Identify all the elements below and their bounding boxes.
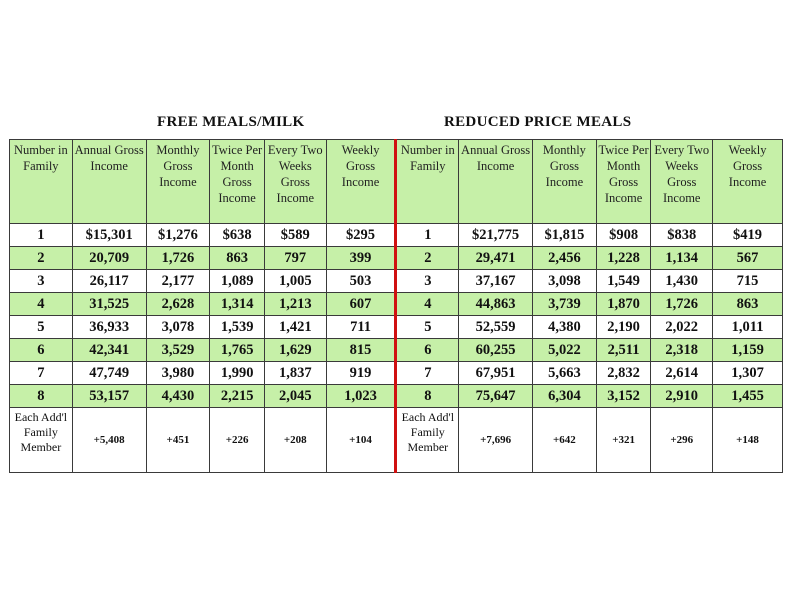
- reduced-income-cell: 5,022: [533, 339, 597, 362]
- free-income-cell: 1,421: [264, 316, 326, 339]
- reduced-additional-cell: +7,696: [459, 408, 533, 473]
- free-income-cell: 399: [326, 247, 396, 270]
- reduced-income-cell: 44,863: [459, 293, 533, 316]
- header-cell-free: Number in Family: [10, 140, 73, 224]
- free-income-cell: $1,276: [146, 224, 210, 247]
- free-additional-cell: +451: [146, 408, 210, 473]
- reduced-income-cell: $838: [651, 224, 713, 247]
- reduced-additional-cell: +296: [651, 408, 713, 473]
- free-income-cell: 1,023: [326, 385, 396, 408]
- reduced-income-cell: 1,134: [651, 247, 713, 270]
- free-income-cell: 1,005: [264, 270, 326, 293]
- reduced-income-cell: 1,726: [651, 293, 713, 316]
- header-cell-free: Monthly Gross Income: [146, 140, 210, 224]
- reduced-income-cell: 75,647: [459, 385, 533, 408]
- reduced-income-cell: $419: [713, 224, 783, 247]
- free-income-cell: 1,089: [210, 270, 265, 293]
- family-size-cell: 6: [10, 339, 73, 362]
- income-eligibility-table: [9, 139, 783, 473]
- additional-member-row: [10, 408, 783, 473]
- free-income-cell: 3,078: [146, 316, 210, 339]
- reduced-income-cell: 2,318: [651, 339, 713, 362]
- reduced-income-cell: 29,471: [459, 247, 533, 270]
- family-size-cell: 8: [10, 385, 73, 408]
- reduced-income-cell: 67,951: [459, 362, 533, 385]
- table-row: [10, 270, 783, 293]
- free-income-cell: 919: [326, 362, 396, 385]
- free-income-cell: 26,117: [72, 270, 146, 293]
- free-income-cell: 1,539: [210, 316, 265, 339]
- additional-member-label: Each Add'l Family Member: [396, 408, 459, 473]
- header-cell-free: Every Two Weeks Gross Income: [264, 140, 326, 224]
- reduced-price-meals-title: REDUCED PRICE MEALS: [444, 114, 632, 130]
- family-size-cell: 1: [10, 224, 73, 247]
- reduced-income-cell: 5,663: [533, 362, 597, 385]
- header-cell-free: Twice Per Month Gross Income: [210, 140, 265, 224]
- additional-member-label: Each Add'l Family Member: [10, 408, 73, 473]
- reduced-additional-cell: +321: [596, 408, 651, 473]
- free-income-cell: 797: [264, 247, 326, 270]
- free-income-cell: 1,990: [210, 362, 265, 385]
- reduced-income-cell: 60,255: [459, 339, 533, 362]
- family-size-cell: 7: [396, 362, 459, 385]
- table-header-row: [10, 140, 783, 224]
- header-cell-reduced: Annual Gross Income: [459, 140, 533, 224]
- table-row: [10, 316, 783, 339]
- free-income-cell: 2,177: [146, 270, 210, 293]
- reduced-income-cell: 2,511: [596, 339, 651, 362]
- header-cell-reduced: Every Two Weeks Gross Income: [651, 140, 713, 224]
- reduced-income-cell: 1,011: [713, 316, 783, 339]
- reduced-income-cell: $1,815: [533, 224, 597, 247]
- reduced-income-cell: 1,455: [713, 385, 783, 408]
- reduced-income-cell: $21,775: [459, 224, 533, 247]
- reduced-income-cell: 1,430: [651, 270, 713, 293]
- table-row: [10, 293, 783, 316]
- reduced-income-cell: 567: [713, 247, 783, 270]
- free-income-cell: 815: [326, 339, 396, 362]
- free-income-cell: 53,157: [72, 385, 146, 408]
- free-income-cell: 3,529: [146, 339, 210, 362]
- header-cell-reduced: Number in Family: [396, 140, 459, 224]
- free-income-cell: 2,215: [210, 385, 265, 408]
- free-income-cell: 1,726: [146, 247, 210, 270]
- free-income-cell: $15,301: [72, 224, 146, 247]
- reduced-income-cell: 2,910: [651, 385, 713, 408]
- reduced-income-cell: 1,228: [596, 247, 651, 270]
- reduced-income-cell: 2,022: [651, 316, 713, 339]
- family-size-cell: 2: [396, 247, 459, 270]
- reduced-income-cell: 52,559: [459, 316, 533, 339]
- reduced-income-cell: 2,190: [596, 316, 651, 339]
- free-income-cell: 1,765: [210, 339, 265, 362]
- free-income-cell: 711: [326, 316, 396, 339]
- reduced-income-cell: 1,549: [596, 270, 651, 293]
- table-row: [10, 247, 783, 270]
- family-size-cell: 3: [10, 270, 73, 293]
- reduced-income-cell: 1,870: [596, 293, 651, 316]
- reduced-income-cell: 37,167: [459, 270, 533, 293]
- free-income-cell: $638: [210, 224, 265, 247]
- free-income-cell: 2,045: [264, 385, 326, 408]
- header-cell-reduced: Twice Per Month Gross Income: [596, 140, 651, 224]
- reduced-income-cell: 715: [713, 270, 783, 293]
- family-size-cell: 1: [396, 224, 459, 247]
- reduced-income-cell: 2,456: [533, 247, 597, 270]
- reduced-income-cell: 3,098: [533, 270, 597, 293]
- free-income-cell: 863: [210, 247, 265, 270]
- reduced-income-cell: 3,152: [596, 385, 651, 408]
- family-size-cell: 4: [396, 293, 459, 316]
- family-size-cell: 6: [396, 339, 459, 362]
- family-size-cell: 7: [10, 362, 73, 385]
- free-additional-cell: +104: [326, 408, 396, 473]
- free-additional-cell: +208: [264, 408, 326, 473]
- free-income-cell: 31,525: [72, 293, 146, 316]
- reduced-income-cell: 2,614: [651, 362, 713, 385]
- free-meals-title: FREE MEALS/MILK: [157, 114, 305, 130]
- table-row: [10, 362, 783, 385]
- header-cell-reduced: Weekly Gross Income: [713, 140, 783, 224]
- reduced-income-cell: 6,304: [533, 385, 597, 408]
- reduced-income-cell: 2,832: [596, 362, 651, 385]
- free-income-cell: 1,213: [264, 293, 326, 316]
- family-size-cell: 2: [10, 247, 73, 270]
- free-income-cell: 4,430: [146, 385, 210, 408]
- free-additional-cell: +226: [210, 408, 265, 473]
- header-cell-free: Weekly Gross Income: [326, 140, 396, 224]
- free-income-cell: 47,749: [72, 362, 146, 385]
- reduced-income-cell: 1,159: [713, 339, 783, 362]
- family-size-cell: 5: [396, 316, 459, 339]
- free-income-cell: 3,980: [146, 362, 210, 385]
- free-income-cell: 607: [326, 293, 396, 316]
- free-additional-cell: +5,408: [72, 408, 146, 473]
- free-income-cell: $589: [264, 224, 326, 247]
- header-cell-free: Annual Gross Income: [72, 140, 146, 224]
- table-row: [10, 385, 783, 408]
- table-row: [10, 224, 783, 247]
- reduced-income-cell: 3,739: [533, 293, 597, 316]
- free-income-cell: 1,837: [264, 362, 326, 385]
- free-income-cell: 503: [326, 270, 396, 293]
- reduced-income-cell: 863: [713, 293, 783, 316]
- reduced-additional-cell: +642: [533, 408, 597, 473]
- reduced-income-cell: $908: [596, 224, 651, 247]
- header-cell-reduced: Monthly Gross Income: [533, 140, 597, 224]
- free-income-cell: 1,629: [264, 339, 326, 362]
- family-size-cell: 5: [10, 316, 73, 339]
- free-income-cell: 2,628: [146, 293, 210, 316]
- free-income-cell: 20,709: [72, 247, 146, 270]
- family-size-cell: 8: [396, 385, 459, 408]
- reduced-income-cell: 4,380: [533, 316, 597, 339]
- family-size-cell: 3: [396, 270, 459, 293]
- free-income-cell: $295: [326, 224, 396, 247]
- reduced-income-cell: 1,307: [713, 362, 783, 385]
- table-row: [10, 339, 783, 362]
- reduced-additional-cell: +148: [713, 408, 783, 473]
- family-size-cell: 4: [10, 293, 73, 316]
- free-income-cell: 42,341: [72, 339, 146, 362]
- free-income-cell: 36,933: [72, 316, 146, 339]
- free-income-cell: 1,314: [210, 293, 265, 316]
